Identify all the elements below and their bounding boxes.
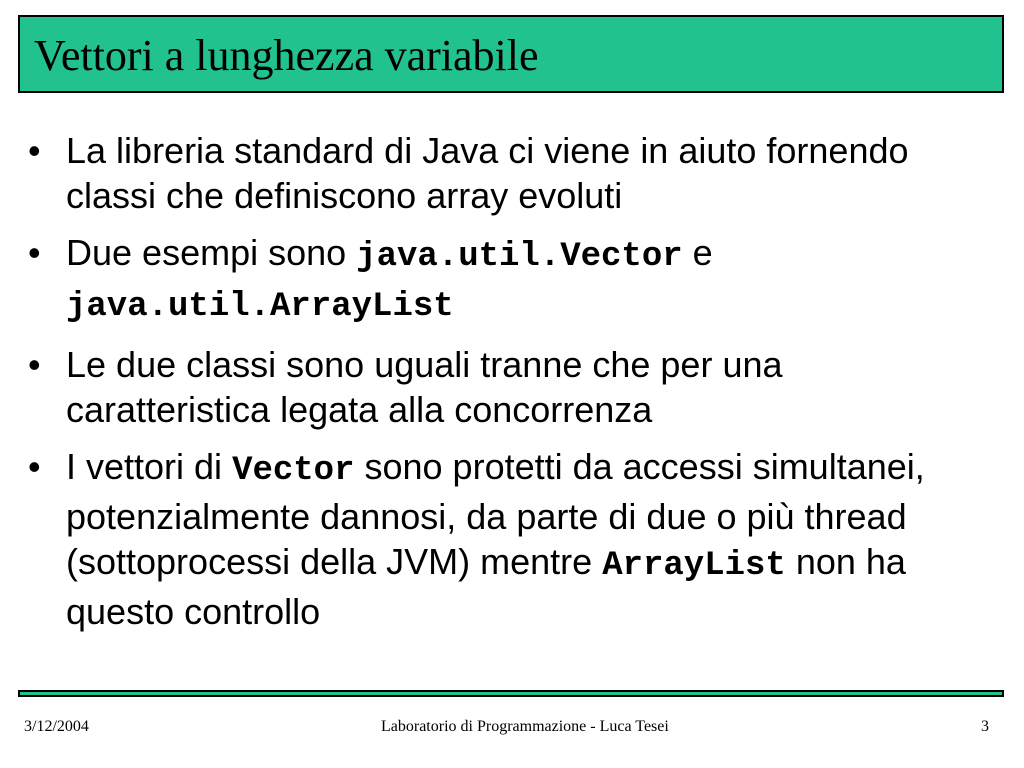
bullet-icon: • [28, 130, 41, 171]
page-number: 3 [981, 718, 989, 735]
footer-divider [18, 690, 1004, 697]
slide-title: Vettori a lunghezza variabile [34, 31, 539, 80]
bullet-text: Due esempi sono [66, 232, 357, 273]
bullet-icon: • [28, 446, 41, 487]
code-term: java.util.ArrayList [66, 288, 454, 326]
bullet-item [26, 444, 996, 634]
bullet-text: Le due classi sono uguali tranne che per una caratteristica legata alla concorrenza [66, 344, 783, 430]
code-term: Vector [232, 452, 355, 490]
bullet-icon: • [28, 232, 41, 273]
footer-title: Laboratorio di Programmazione - Luca Tesei [381, 718, 669, 735]
slide-title-bar [18, 15, 1004, 93]
bullet-item [26, 128, 996, 218]
bullet-text: e [682, 232, 713, 273]
bullet-text: sono protetti da accessi simultanei, potenzialmente dannosi, da parte di due o più thread (sottoprocessi della JVM) mentre [66, 446, 925, 582]
bullet-text: I vettori di [66, 446, 233, 487]
bullet-icon: • [28, 344, 41, 385]
bullet-list [26, 128, 996, 634]
footer-date: 3/12/2004 [24, 718, 89, 735]
code-term: ArrayList [602, 547, 786, 585]
code-term: java.util.Vector [356, 238, 683, 276]
bullet-text: non ha questo controllo [66, 541, 906, 632]
bullet-text: La libreria standard di Java ci viene in aiuto fornendo classi che definiscono array evoluti [66, 130, 909, 216]
bullet-item [26, 230, 996, 330]
bullet-item [26, 342, 996, 432]
